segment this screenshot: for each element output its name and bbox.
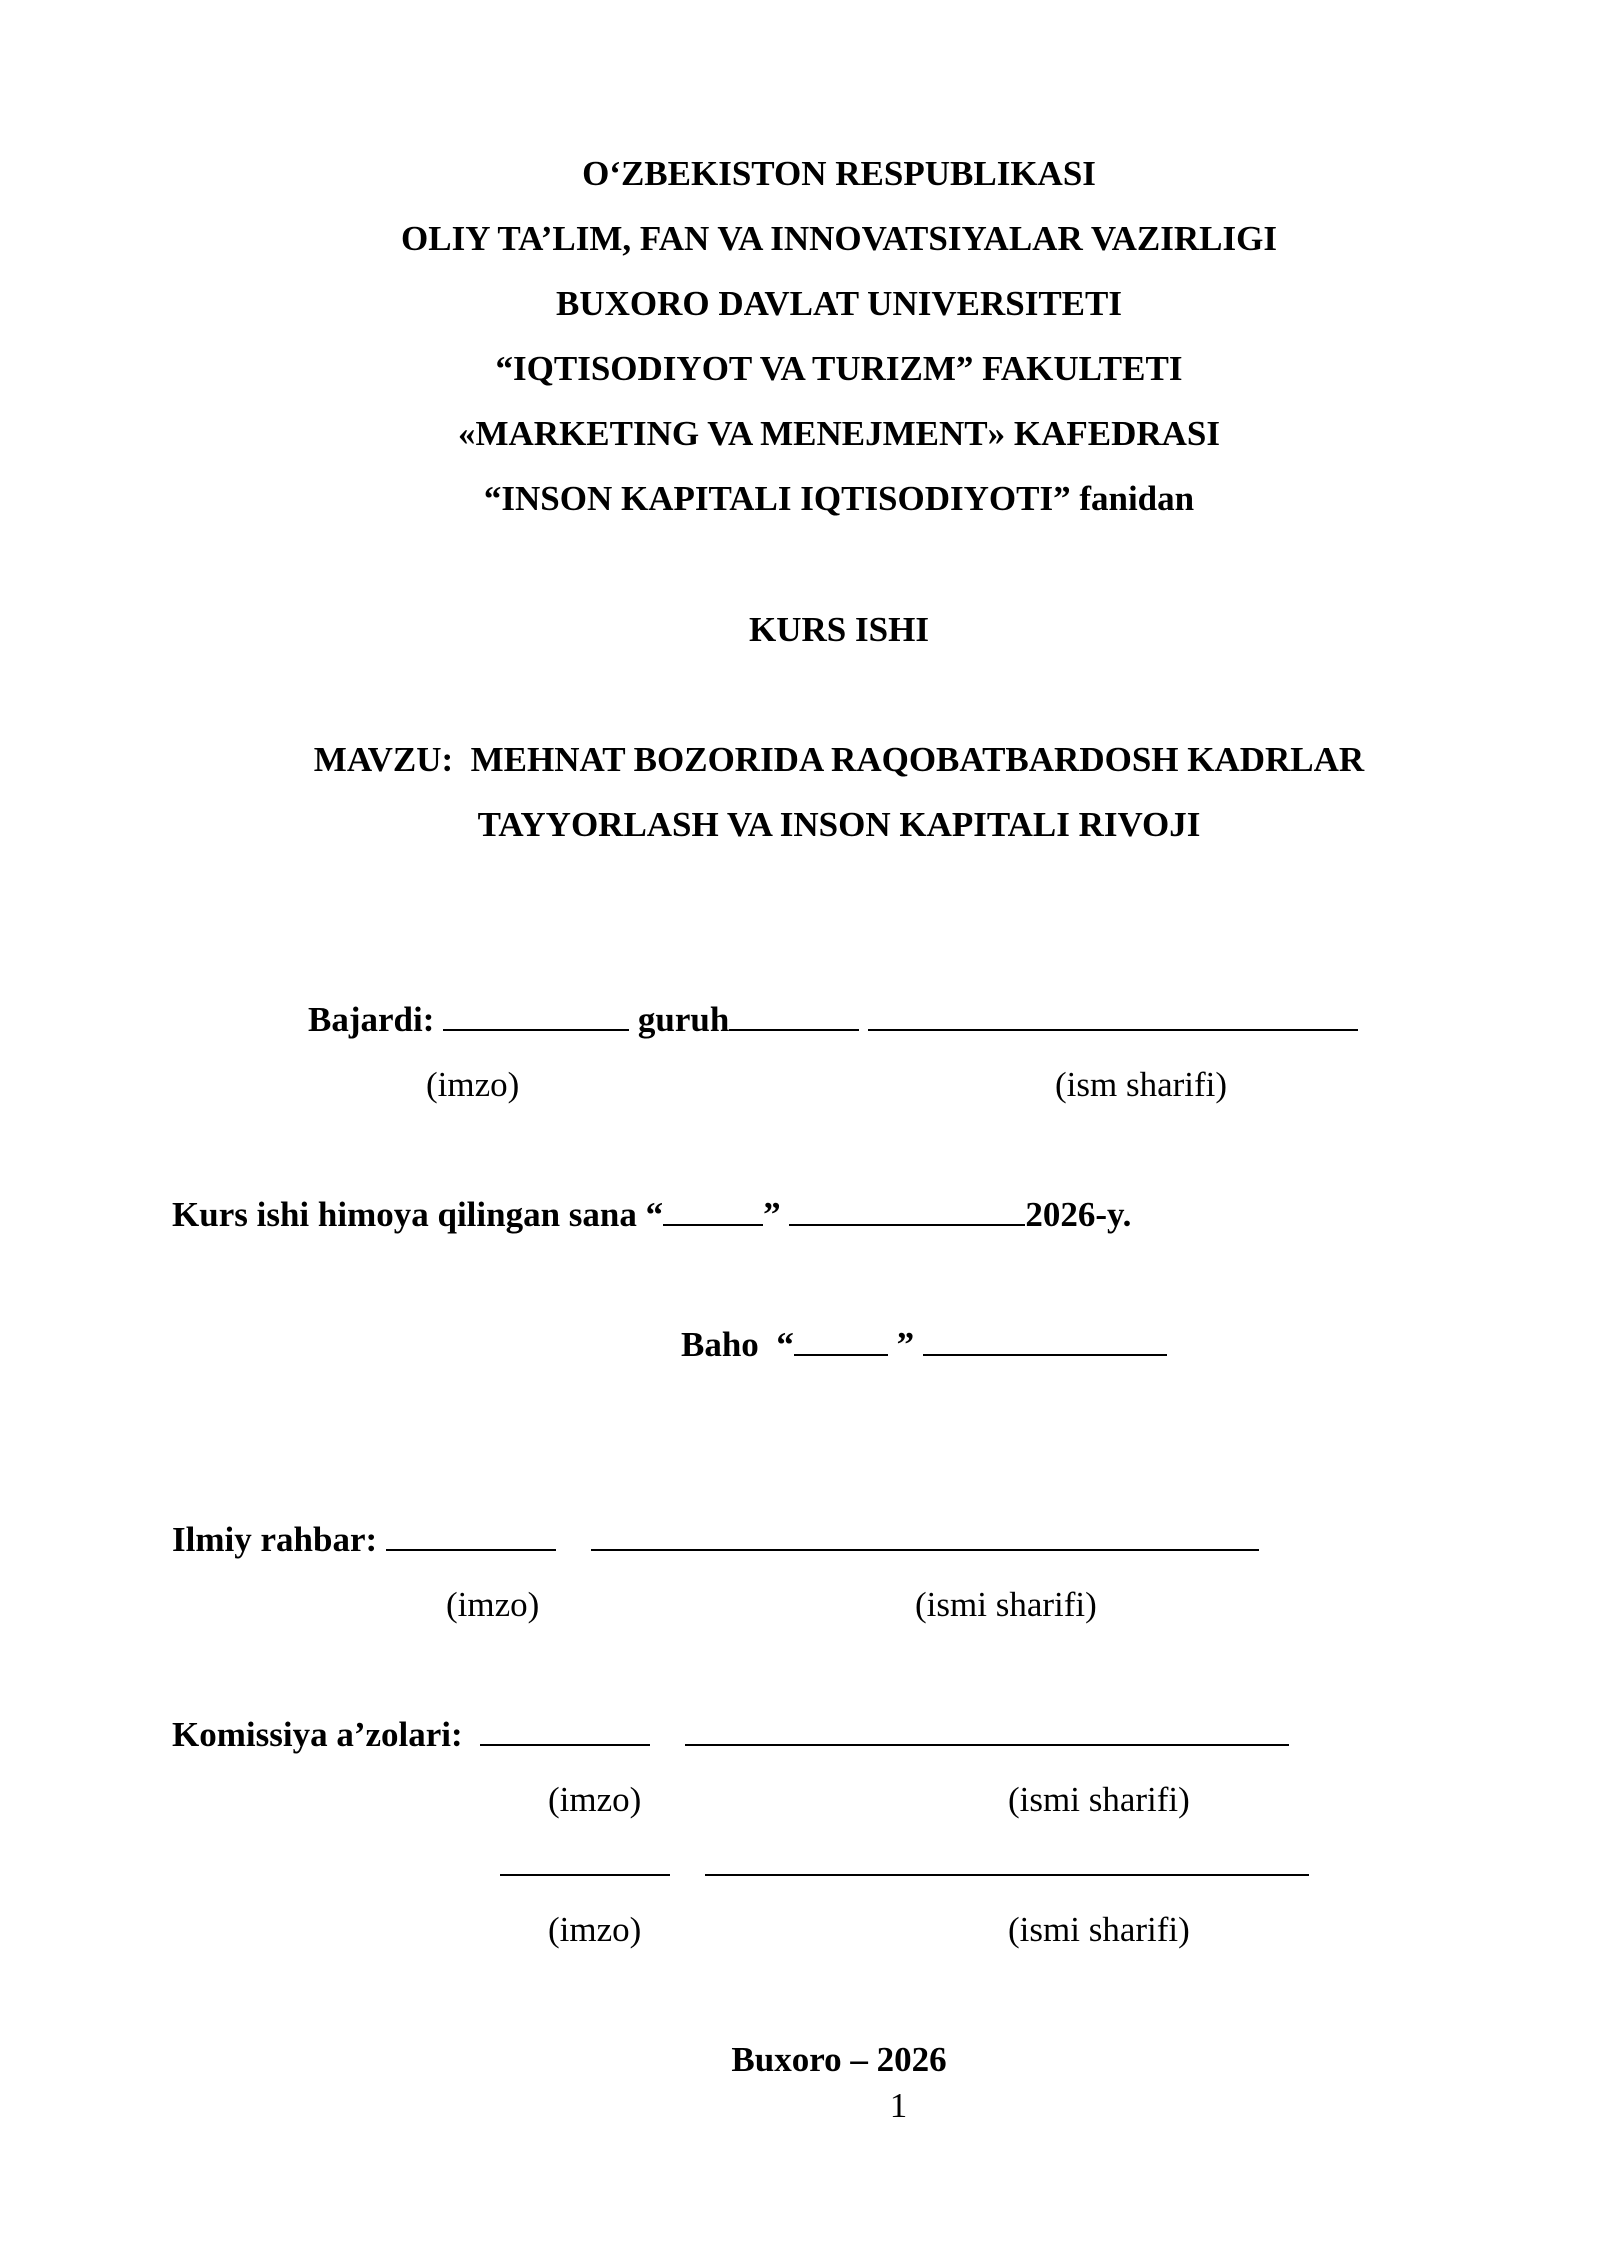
commission-member-2-name-blank[interactable] xyxy=(705,1848,1309,1876)
supervisor-signature-blank[interactable] xyxy=(386,1523,556,1551)
defense-date-row xyxy=(172,1193,1131,1237)
page-number: 1 xyxy=(889,2086,908,2125)
header-ministry: OLIY TA’LIM, FAN VA INNOVATSIYALAR VAZIRLIGI xyxy=(401,219,1277,258)
topic-line-1: MAVZU: MEHNAT BOZORIDA RAQOBATBARDOSH KADRLAR xyxy=(313,740,1365,779)
grade-open-quote: “ xyxy=(776,1325,794,1364)
commission-member-1-name-blank[interactable] xyxy=(685,1718,1289,1746)
header-faculty: “IQTISODIYOT VA TURIZM” FAKULTETI xyxy=(495,349,1183,388)
supervisor-name-caption: (ismi sharifi) xyxy=(915,1585,1097,1624)
supervisor-label: Ilmiy rahbar: xyxy=(172,1520,378,1559)
grade-close-quote: ” xyxy=(896,1325,915,1364)
commission-row xyxy=(172,1713,1289,1757)
supervisor-row xyxy=(172,1518,1259,1562)
topic-line-2: TAYYORLASH VA INSON KAPITALI RIVOJI xyxy=(477,805,1201,844)
commission-member-2-signature-caption: (imzo) xyxy=(548,1910,642,1949)
grade-label: Baho xyxy=(681,1325,759,1364)
grade-number-blank[interactable] xyxy=(794,1328,888,1356)
header-subject: “INSON KAPITALI IQTISODIYOTI” fanidan xyxy=(483,479,1195,518)
performer-group-label: guruh xyxy=(637,1000,730,1039)
performer-row xyxy=(308,998,1358,1042)
performer-signature-caption: (imzo) xyxy=(426,1065,520,1104)
grade-row xyxy=(681,1323,1167,1367)
document-type: KURS ISHI xyxy=(749,610,929,649)
header-country: O‘ZBEKISTON RESPUBLIKASI xyxy=(582,154,1096,193)
header-university: BUXORO DAVLAT UNIVERSITETI xyxy=(556,284,1122,323)
grade-text-blank[interactable] xyxy=(923,1328,1167,1356)
commission-member-1-signature-caption: (imzo) xyxy=(548,1780,642,1819)
commission-member-2-name-caption: (ismi sharifi) xyxy=(1008,1910,1190,1949)
performer-label: Bajardi: xyxy=(308,1000,435,1039)
defense-day-blank[interactable] xyxy=(663,1198,763,1226)
performer-name-blank[interactable] xyxy=(868,1003,1358,1031)
commission-member-1-signature-blank[interactable] xyxy=(480,1718,650,1746)
header-department: «MARKETING VA MENEJMENT» KAFEDRASI xyxy=(458,414,1220,453)
performer-signature-blank[interactable] xyxy=(443,1003,629,1031)
defense-year: 2026-y. xyxy=(1025,1195,1132,1234)
supervisor-name-blank[interactable] xyxy=(591,1523,1259,1551)
commission-member-2-signature-blank[interactable] xyxy=(500,1848,670,1876)
performer-name-caption: (ism sharifi) xyxy=(1055,1065,1228,1104)
supervisor-signature-caption: (imzo) xyxy=(446,1585,540,1624)
performer-group-blank[interactable] xyxy=(729,1003,859,1031)
commission-member-2-row xyxy=(500,1843,1309,1887)
defense-date-label: Kurs ishi himoya qilingan sana “ xyxy=(172,1195,664,1234)
commission-label: Komissiya a’zolari: xyxy=(172,1715,463,1754)
place-year: Buxoro – 2026 xyxy=(731,2040,947,2079)
defense-date-close-quote: ” xyxy=(763,1195,781,1234)
defense-month-blank[interactable] xyxy=(789,1198,1025,1226)
commission-member-1-name-caption: (ismi sharifi) xyxy=(1008,1780,1190,1819)
